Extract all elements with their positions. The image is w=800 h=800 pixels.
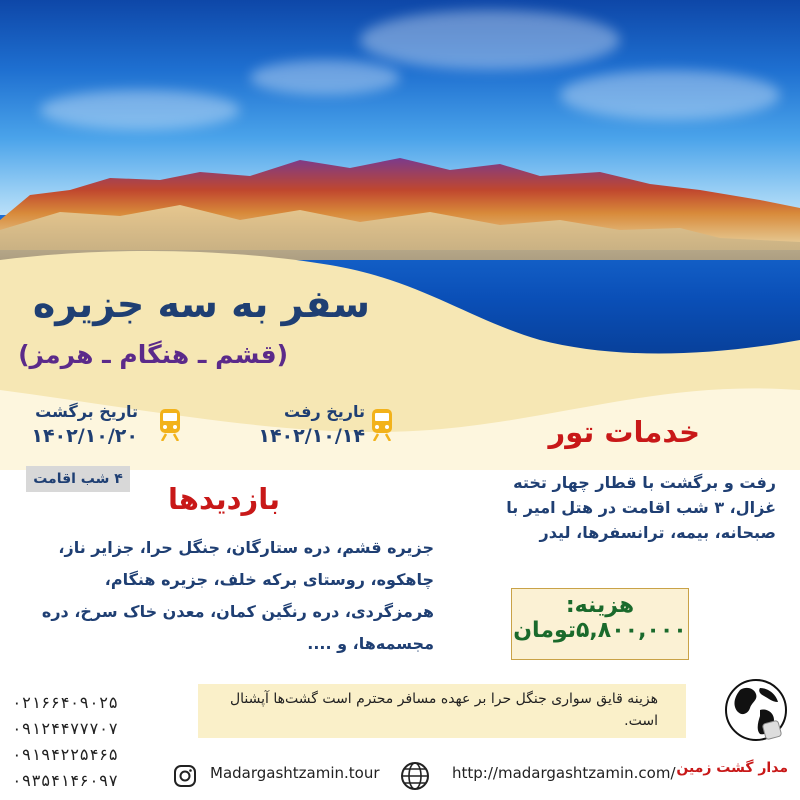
brand-name: مدار گشت زمین [676, 760, 788, 776]
departure-date: ۱۴۰۲/۱۰/۱۴ [258, 425, 365, 447]
services-heading: خدمات تور [548, 415, 700, 449]
price-label: هزینه: [565, 593, 635, 618]
page-title: سفر به سه جزیره [32, 282, 370, 326]
departure-info [258, 402, 365, 447]
visits-heading: بازدیدها [168, 482, 280, 516]
instagram-icon[interactable] [173, 764, 197, 788]
phone-list [12, 690, 118, 794]
phone-number[interactable]: ۰۲۱۶۶۴۰۹۰۲۵ [12, 693, 118, 712]
note-text: هزینه قایق سواری جنگل حرا بر عهده مسافر محترم است گشت‌ها آپشنال است. [229, 691, 658, 729]
price-value: ۵,۸۰۰,۰۰۰تومان [513, 618, 687, 643]
globe-icon[interactable] [399, 760, 431, 792]
return-label: تاریخ برگشت [35, 402, 138, 421]
services-text: رفت و برگشت با قطار چهار تخته غزال، ۳ شب اقامت در هتل امیر با صبحانه، بیمه، ترانسفرها، لیدر [506, 473, 776, 542]
return-info [31, 402, 138, 447]
train-icon [158, 407, 182, 441]
return-date: ۱۴۰۲/۱۰/۲۰ [31, 425, 138, 447]
nights-badge: ۴ شب اقامت [26, 466, 130, 492]
globe-logo-icon [720, 676, 792, 748]
price-box [511, 588, 689, 660]
phone-number[interactable]: ۰۹۱۲۴۴۷۷۷۰۷ [12, 719, 118, 738]
phone-number[interactable]: ۰۹۳۵۴۱۴۶۰۹۷ [12, 771, 118, 790]
phone-number[interactable]: ۰۹۱۹۴۲۲۵۴۶۵ [12, 745, 118, 764]
instagram-handle[interactable]: Madargashtzamin.tour [210, 764, 380, 782]
visits-text: جزیره قشم، دره ستارگان، جنگل حرا، جزایر ناز، چاهکوه، روستای برکه خلف، جزیره هنگام، هرمزگردی، دره رنگین کمان، معدن خاک سرخ، دره مجسمه‌ها، و .... [41, 538, 434, 653]
train-icon [370, 407, 394, 441]
website-url[interactable]: http://madargashtzamin.com/ [452, 764, 676, 782]
page-subtitle: (قشم ـ هنگام ـ هرمز) [18, 340, 288, 369]
departure-label: تاریخ رفت [284, 402, 365, 421]
